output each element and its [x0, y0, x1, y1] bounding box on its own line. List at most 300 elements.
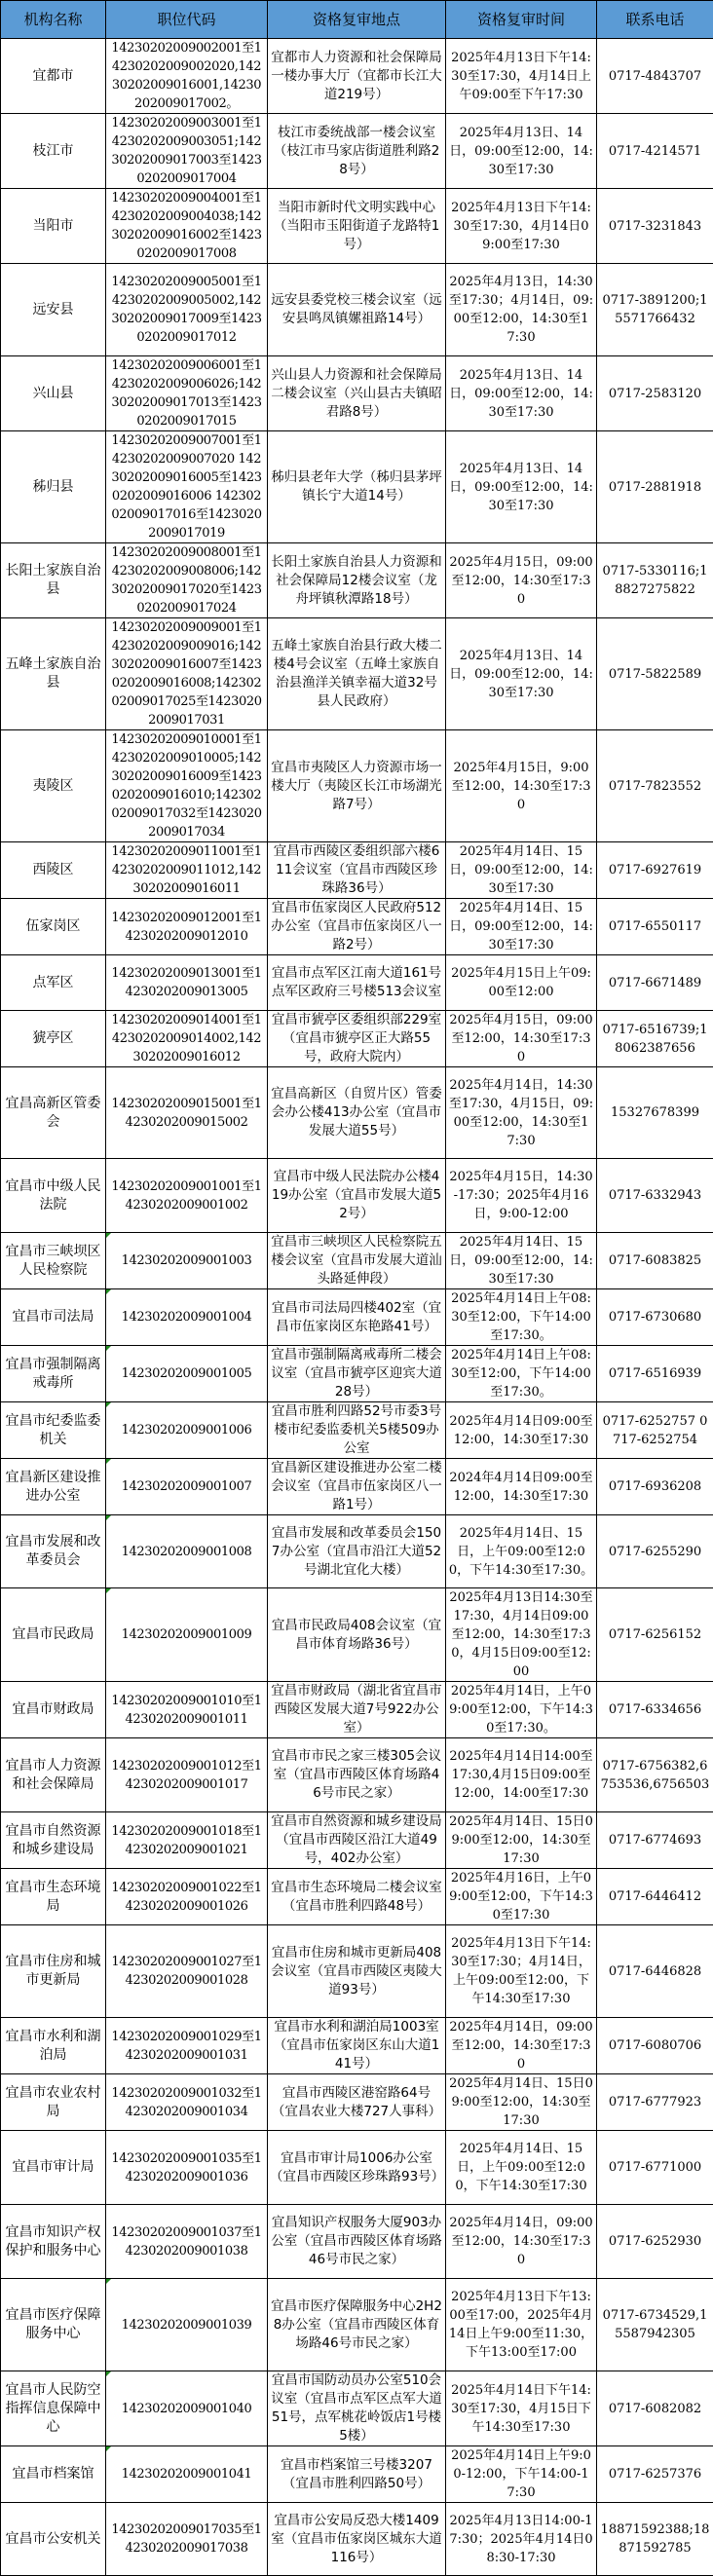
review-location-cell	[268, 264, 446, 356]
review-time-cell	[446, 1346, 597, 1402]
review-time-cell	[446, 1738, 597, 1812]
org-name-cell	[1, 2371, 106, 2446]
review-location-cell-text: 宜昌市胜利四路52号市委3号楼市纪委监委机关5楼509办公室	[272, 1403, 441, 1456]
position-code-cell	[106, 2446, 268, 2503]
contact-phone-cell-text: 0717-4843707	[609, 69, 701, 84]
org-name-cell-text: 宜昌市住房和城市更新局	[6, 1954, 101, 1988]
contact-phone-cell	[597, 1738, 713, 1812]
contact-phone-cell-text: 0717-6771000	[609, 2160, 701, 2175]
position-code-cell-text: 14230202009001010至14230202009001011	[111, 1694, 261, 1727]
org-name-cell-text: 宜昌市民政局	[13, 1626, 94, 1642]
table-row	[1, 114, 713, 189]
position-code-cell-text: 14230202009010001至14230202009010005;14230202009016009至14230202009016010;14230202009017032至14230202009017034	[111, 732, 261, 840]
review-location-cell-text: 宜昌市猇亭区委组织部229室（宜昌市猇亭区正大路55号，政府大院内）	[272, 1012, 441, 1064]
review-time-cell	[446, 1011, 597, 1067]
contact-phone-cell-text: 0717-4214571	[609, 144, 701, 159]
review-time-cell-text: 2025年4月15日上午09:00至12:00	[451, 966, 591, 999]
contact-phone-cell-text: 0717-6334656	[609, 1702, 701, 1717]
table-row	[1, 1682, 713, 1738]
contact-phone-cell-text: 0717-6080706	[609, 2038, 701, 2053]
position-code-cell-text: 14230202009001027至14230202009001028	[111, 1955, 261, 1988]
org-name-cell-text: 五峰土家族自治县	[6, 656, 101, 691]
review-location-cell-text: 枝江市委统战部一楼会议室（枝江市马家店街道胜利路28号）	[274, 125, 440, 177]
contact-phone-cell-text: 0717-2583120	[609, 387, 701, 401]
contact-phone-cell	[597, 1011, 713, 1067]
review-time-cell	[446, 1682, 597, 1738]
position-code-cell-text: 14230202009001039	[122, 2318, 252, 2333]
review-time-cell-text: 2025年4月13日下午14:30至17:30，4月14日09:00至17:30	[451, 201, 591, 252]
review-time-cell	[446, 618, 597, 730]
review-location-cell-text: 宜昌市中级人民法院办公楼419办公室（宜昌市发展大道52号）	[272, 1169, 441, 1221]
contact-phone-cell-text: 0717-6936208	[609, 1479, 701, 1494]
review-time-cell	[446, 1459, 597, 1515]
review-location-cell	[268, 356, 446, 431]
contact-phone-cell-text: 0717-6257376	[609, 2467, 701, 2482]
org-name-cell-text: 宜都市	[33, 68, 74, 84]
error-indicator-icon	[106, 1289, 111, 1294]
error-indicator-icon	[106, 1346, 111, 1351]
review-location-cell	[268, 1233, 446, 1289]
review-time-cell-text: 2025年4月13日下午13:00至17:00，2025年4月14日上午9:00至11:30，下午13:00至17:00	[449, 2290, 593, 2360]
position-code-cell	[106, 899, 268, 955]
review-time-cell-text: 2025年4月14日上午9:00-12:00，下午14:00-17:30	[451, 2448, 591, 2500]
org-name-cell-text: 宜昌市强制隔离戒毒所	[6, 1357, 101, 1391]
review-time-cell-text: 2025年4月13日、14日，09:00至12:00，14:30至17:30	[449, 368, 593, 420]
org-name-cell	[1, 39, 106, 114]
position-code-cell	[106, 2503, 268, 2576]
position-code-cell	[106, 618, 268, 730]
review-time-cell-text: 2025年4月14日下午14:30至17:30，4月15日下午14:30至17:30	[451, 2383, 591, 2435]
table-row	[1, 2503, 713, 2576]
review-location-cell-text: 秭归县老年大学（秭归县茅坪镇长宁大道14号）	[271, 469, 442, 504]
org-name-cell-text: 兴山县	[33, 386, 74, 401]
org-name-cell	[1, 2503, 106, 2576]
org-name-cell-text: 远安县	[33, 302, 74, 317]
contact-phone-cell-text: 0717-6734529,15587942305	[603, 2308, 708, 2341]
position-code-cell	[106, 356, 268, 431]
org-name-cell-text: 猇亭区	[33, 1030, 74, 1046]
contact-phone-cell-text: 0717-6332943	[609, 1188, 701, 1203]
table-row	[1, 1459, 713, 1515]
contact-phone-cell	[597, 1233, 713, 1289]
position-code-cell-text: 14230202009002001至14230202009002020,14230202009016001,14230202009017002。	[111, 41, 261, 111]
contact-phone-cell	[597, 39, 713, 114]
position-code-cell	[106, 1289, 268, 1346]
position-code-cell-text: 14230202009001007	[122, 1479, 252, 1494]
org-name-cell	[1, 1067, 106, 1159]
org-name-cell-text: 长阳土家族自治县	[6, 563, 101, 597]
review-time-cell	[446, 189, 597, 264]
org-name-cell	[1, 1289, 106, 1346]
org-name-cell-text: 宜昌市三峡坝区人民检察院	[6, 1244, 101, 1278]
review-location-cell	[268, 730, 446, 842]
position-code-cell-text: 14230202009004001至14230202009004038;14230202009016002至14230202009017008	[111, 191, 261, 261]
org-name-cell	[1, 1459, 106, 1515]
review-location-cell	[268, 1289, 446, 1346]
position-code-cell	[106, 1067, 268, 1159]
review-time-cell	[446, 2074, 597, 2131]
review-location-cell	[268, 1159, 446, 1233]
review-location-cell	[268, 114, 446, 189]
review-location-cell-text: 宜昌市三峡坝区人民检察院五楼会议室（宜昌市发展大道汕头路延伸段）	[271, 1234, 442, 1287]
org-name-cell	[1, 356, 106, 431]
table-row	[1, 1402, 713, 1459]
review-time-cell	[446, 2279, 597, 2371]
error-indicator-icon	[106, 1459, 111, 1464]
contact-phone-cell	[597, 2131, 713, 2205]
review-location-cell-text: 宜昌市司法局四楼402室（宜昌市伍家岗区东艳路41号）	[272, 1300, 441, 1334]
org-name-cell-text: 宜昌市人力资源和社会保障局	[6, 1758, 101, 1792]
contact-phone-cell	[597, 955, 713, 1011]
position-code-cell-text: 14230202009001004	[122, 1310, 252, 1325]
review-time-cell-text: 2025年4月14日09:00至12:00，14:30至17:30	[449, 1414, 592, 1447]
review-location-cell	[268, 899, 446, 955]
position-code-cell-text: 14230202009001003	[122, 1253, 252, 1268]
position-code-cell	[106, 1346, 268, 1402]
review-time-cell-text: 2025年4月14日，上午09:00至12:00，下午14:30至17:30。	[449, 1684, 593, 1736]
review-time-cell	[446, 114, 597, 189]
contact-phone-cell-text: 0717-6516939	[609, 1366, 701, 1381]
position-code-cell-text: 14230202009013001至14230202009013005	[111, 966, 261, 999]
position-code-cell	[106, 543, 268, 618]
review-location-cell-text: 宜昌市审计局1006办公室（宜昌市西陵区珍珠路93号）	[270, 2150, 444, 2184]
error-indicator-icon	[106, 2371, 111, 2376]
org-name-cell-text: 宜昌高新区管委会	[6, 1096, 101, 1130]
review-location-cell	[268, 2446, 446, 2503]
contact-phone-cell	[597, 2018, 713, 2074]
contact-phone-cell	[597, 1402, 713, 1459]
contact-phone-cell	[597, 189, 713, 264]
review-time-cell-text: 2025年4月14日、15日，上午09:00至12:00，下午14:30至17:30。	[449, 1526, 593, 1578]
review-location-cell-text: 长阳土家族自治县人力资源和社会保障局12楼会议室（龙舟坪镇秋潭路18号）	[271, 554, 442, 607]
contact-phone-cell	[597, 264, 713, 356]
contact-phone-cell-text: 0717-6730680	[609, 1310, 701, 1325]
org-name-cell	[1, 2074, 106, 2131]
review-time-cell-text: 2025年4月15日，09:00至12:00，14:30至17:30	[449, 555, 592, 607]
review-location-cell	[268, 1812, 446, 1869]
org-name-cell-text: 宜昌新区建设推进办公室	[6, 1470, 101, 1504]
position-code-cell-text: 14230202009006001至14230202009006026;14230202009017013至14230202009017015	[111, 358, 261, 429]
org-name-cell	[1, 899, 106, 955]
contact-phone-cell-text: 0717-6756382,6753536,6756503	[601, 1759, 710, 1792]
org-name-cell	[1, 1869, 106, 1925]
org-name-cell-text: 宜昌市司法局	[13, 1309, 94, 1325]
review-location-cell-text: 宜昌市公安局反恐大楼1409室（宜昌市伍家岗区城东大道116号）	[271, 2513, 442, 2565]
contact-phone-cell	[597, 730, 713, 842]
org-name-cell	[1, 1738, 106, 1812]
org-name-cell	[1, 431, 106, 543]
position-code-cell-text: 14230202009001041	[122, 2467, 252, 2482]
review-location-cell-text: 宜昌市西陵区委组织部六楼611会议室（宜昌市西陵区珍珠路36号）	[274, 843, 440, 896]
table-row	[1, 2074, 713, 2131]
position-code-cell-text: 14230202009012001至14230202009012010	[111, 911, 261, 944]
review-location-cell-text: 远安县委党校三楼会议室（远安县鸣凤镇嫘祖路14号）	[271, 292, 442, 326]
review-location-cell-text: 当阳市新时代文明实践中心（当阳市玉阳街道子龙路特1号）	[274, 200, 440, 252]
review-time-cell	[446, 2446, 597, 2503]
review-time-cell-text: 2025年4月14日、15日，09:00至12:00，14:30至17:30	[449, 1235, 593, 1287]
table-row	[1, 618, 713, 730]
review-location-cell-text: 宜昌市财政局（湖北省宜昌市西陵区发展大道7号922办公室）	[271, 1683, 442, 1736]
review-location-cell	[268, 1588, 446, 1682]
review-location-cell	[268, 842, 446, 899]
error-indicator-icon	[106, 1588, 111, 1593]
review-location-cell-text: 宜昌市自然资源和城乡建设局（宜昌市西陵区沿江大道49号，402办公室）	[271, 1813, 442, 1866]
contact-phone-cell	[597, 2371, 713, 2446]
org-name-cell	[1, 1233, 106, 1289]
review-location-cell-text: 宜昌高新区（自贸片区）管委会办公楼413办公室（宜昌市发展大道55号）	[271, 1086, 442, 1139]
review-time-cell	[446, 730, 597, 842]
table-row	[1, 1346, 713, 1402]
table-row	[1, 2446, 713, 2503]
position-code-cell	[106, 730, 268, 842]
org-name-cell-text: 夷陵区	[33, 778, 74, 794]
org-name-cell-text: 宜昌市生态环境局	[6, 1880, 101, 1914]
review-time-cell-text: 2025年4月16日，上午09:00至12:00，下午14:30至17:30	[449, 1871, 593, 1923]
contact-phone-cell	[597, 842, 713, 899]
review-time-cell	[446, 1515, 597, 1588]
contact-phone-cell	[597, 2074, 713, 2131]
org-name-cell-text: 宜昌市财政局	[13, 1701, 94, 1717]
position-code-cell	[106, 1233, 268, 1289]
org-name-cell-text: 枝江市	[33, 143, 74, 159]
table-row	[1, 39, 713, 114]
review-time-cell	[446, 2131, 597, 2205]
contact-phone-cell-text: 0717-6774693	[609, 1833, 701, 1848]
contact-phone-cell-text: 0717-3891200;15571766432	[602, 293, 707, 326]
review-location-cell	[268, 2205, 446, 2279]
review-location-cell-text: 宜昌市强制隔离戒毒所二楼会议室（宜昌市猇亭区迎宾大道28号）	[271, 1347, 442, 1400]
review-time-cell	[446, 2205, 597, 2279]
table-row	[1, 1925, 713, 2018]
contact-phone-cell-text: 0717-6446828	[609, 1964, 701, 1979]
position-code-cell-text: 14230202009001012至14230202009001017	[111, 1759, 261, 1792]
table-row	[1, 1869, 713, 1925]
review-time-cell	[446, 39, 597, 114]
contact-phone-cell	[597, 1159, 713, 1233]
header-org-name: 机构名称	[1, 1, 106, 39]
position-code-cell	[106, 1738, 268, 1812]
review-location-cell	[268, 1346, 446, 1402]
table-row	[1, 356, 713, 431]
contact-phone-cell-text: 15327678399	[611, 1105, 699, 1120]
review-location-cell	[268, 1011, 446, 1067]
position-code-cell-text: 14230202009001032至14230202009001034	[111, 2086, 261, 2119]
org-name-cell	[1, 2446, 106, 2503]
review-time-cell-text: 2025年4月15日，14:30-17:30；2025年4月16日，9:00-12:00	[449, 1170, 592, 1221]
review-time-cell	[446, 356, 597, 431]
contact-phone-cell	[597, 899, 713, 955]
org-name-cell	[1, 1402, 106, 1459]
table-row	[1, 1515, 713, 1588]
position-code-cell	[106, 1682, 268, 1738]
org-name-cell	[1, 2205, 106, 2279]
contact-phone-cell	[597, 1459, 713, 1515]
review-location-cell-text: 宜昌市发展和改革委员会1507办公室（宜昌市沿江大道52号湖北宜化大楼）	[272, 1525, 441, 1578]
org-name-cell	[1, 1588, 106, 1682]
review-location-cell	[268, 1869, 446, 1925]
contact-phone-cell	[597, 2446, 713, 2503]
review-time-cell-text: 2025年4月13日14:30至17:30，4月14日09:00至12:00，14:30至17:30，4月15日09:00至12:00	[449, 1590, 592, 1679]
review-time-cell-text: 2025年4月14日、15日，09:00至12:00，14:30至17:30	[449, 901, 593, 952]
review-time-cell-text: 2025年4月13日、14日，09:00至12:00，14:30至17:30	[449, 649, 593, 700]
review-location-cell	[268, 1067, 446, 1159]
review-time-cell-text: 2025年4月14日、15日，上午09:00至12:00，下午14:30至17:30	[455, 2142, 586, 2193]
review-location-cell	[268, 39, 446, 114]
review-time-cell	[446, 899, 597, 955]
contact-phone-cell	[597, 1515, 713, 1588]
table-row	[1, 1289, 713, 1346]
table-row	[1, 1738, 713, 1812]
org-name-cell	[1, 2131, 106, 2205]
table-row	[1, 1588, 713, 1682]
review-time-cell	[446, 1812, 597, 1869]
review-time-cell	[446, 1925, 597, 2018]
table-row	[1, 2131, 713, 2205]
org-name-cell-text: 伍家岗区	[26, 918, 81, 934]
contact-phone-cell-text: 0717-2881918	[609, 480, 701, 495]
review-location-cell-text: 五峰土家族自治县行政大楼二楼4号会议室（五峰土家族自治县渔洋关镇幸福大道32号县人民政府）	[271, 638, 442, 709]
contact-phone-cell	[597, 2205, 713, 2279]
contact-phone-cell	[597, 1682, 713, 1738]
review-location-cell-text: 宜昌市民政局408会议室（宜昌市体育场路36号）	[272, 1618, 441, 1652]
review-time-cell-text: 2025年4月15日，09:00至12:00，14:30至17:30	[449, 1013, 592, 1064]
contact-phone-cell-text: 0717-6252757 0717-6252754	[603, 1414, 708, 1447]
org-name-cell-text: 宜昌市知识产权保护和服务中心	[6, 2224, 101, 2259]
table-row	[1, 1812, 713, 1869]
review-time-cell-text: 2025年4月14日上午08:30至12:00，下午14:00至17:30。	[451, 1348, 591, 1400]
contact-phone-cell	[597, 1812, 713, 1869]
review-time-cell-text: 2025年4月14日、15日09:00至12:00，14:30至17:30	[449, 2076, 593, 2128]
position-code-cell	[106, 39, 268, 114]
contact-phone-cell-text: 0717-6927619	[609, 863, 701, 877]
review-location-cell	[268, 2131, 446, 2205]
review-time-cell-text: 2025年4月13日下午14:30至17:30；4月14日，上午09:00至12:00，下午14:30至17:30	[451, 1936, 591, 2006]
review-location-cell	[268, 1738, 446, 1812]
review-location-cell-text: 宜昌市医疗保障服务中心2H28办公室（宜昌市西陵区体育场路46号市民之家）	[271, 2298, 442, 2351]
org-name-cell-text: 宜昌市中级人民法院	[6, 1178, 101, 1213]
position-code-cell	[106, 2131, 268, 2205]
position-code-cell-text: 14230202009001009	[122, 1627, 252, 1642]
contact-phone-cell-text: 0717-6082082	[609, 2402, 701, 2416]
org-name-cell-text: 宜昌市发展和改革委员会	[6, 1534, 101, 1568]
contact-phone-cell	[597, 2279, 713, 2371]
review-time-cell-text: 2025年4月14日14:00至17:30,4月15日09:00至12:00，14:00至17:30	[449, 1749, 592, 1801]
position-code-cell-text: 14230202009001037至14230202009001038	[111, 2225, 261, 2259]
org-name-cell	[1, 955, 106, 1011]
contact-phone-cell-text: 0717-6252930	[609, 2234, 701, 2249]
contact-phone-cell-text: 0717-6550117	[609, 919, 701, 934]
contact-phone-cell	[597, 618, 713, 730]
position-code-cell-text: 14230202009001008	[122, 1545, 252, 1559]
position-code-cell-text: 14230202009007001至14230202009007020 14230202009016005至14230202009016006 14230202009017016至14230202009017019	[111, 433, 261, 541]
review-time-cell-text: 2024年4月14日09:00至12:00，14:30至17:30	[449, 1471, 592, 1504]
contact-phone-cell-text: 0717-5822589	[609, 667, 701, 682]
review-time-cell-text: 2025年4月13日、14日，09:00至12:00，14:30至17:30	[449, 462, 593, 513]
position-code-cell	[106, 1402, 268, 1459]
review-location-cell-text: 宜昌市住房和城市更新局408会议室（宜昌市西陵区夷陵大道93号）	[271, 1945, 442, 1997]
position-code-cell	[106, 1588, 268, 1682]
review-location-cell-text: 宜都市人力资源和社会保障局一楼办事大厅（宜都市长江大道219号）	[271, 50, 442, 102]
contact-phone-cell-text: 0717-7823552	[609, 779, 701, 794]
org-name-cell	[1, 264, 106, 356]
review-time-cell	[446, 2503, 597, 2576]
review-location-cell-text: 宜昌市西陵区港窑路64号（宜昌农业大楼727人事科）	[272, 2085, 441, 2119]
review-time-cell	[446, 1067, 597, 1159]
table-row	[1, 189, 713, 264]
error-indicator-icon	[106, 2446, 111, 2451]
contact-phone-cell	[597, 431, 713, 543]
review-time-cell-text: 2025年4月14日，09:00至12:00，14:30至17:30	[449, 2020, 592, 2072]
org-name-cell-text: 宜昌市纪委监委机关	[6, 1413, 101, 1447]
table-row	[1, 2205, 713, 2279]
review-time-cell-text: 2025年4月14日上午08:30至12:00，下午14:00至17:30。	[451, 1291, 591, 1343]
review-time-cell-text: 2025年4月14日、15日09:00至12:00，14:30至17:30	[449, 1814, 593, 1866]
contact-phone-cell-text: 0717-5330116;18827275822	[602, 564, 707, 597]
header-review-time: 资格复审时间	[446, 1, 597, 39]
position-code-cell	[106, 431, 268, 543]
position-code-cell	[106, 2279, 268, 2371]
review-time-cell	[446, 1289, 597, 1346]
table-row	[1, 2018, 713, 2074]
table-row	[1, 2371, 713, 2446]
table-row	[1, 264, 713, 356]
org-name-cell-text: 宜昌市公安机关	[6, 2531, 101, 2547]
review-time-cell-text: 2025年4月14日、15日，09:00至12:00，14:30至17:30	[449, 844, 593, 896]
review-time-cell	[446, 1402, 597, 1459]
table-row	[1, 1067, 713, 1159]
review-location-cell-text: 宜昌市生态环境局二楼会议室（宜昌市胜利四路48号）	[271, 1880, 442, 1914]
error-indicator-icon	[106, 1515, 111, 1520]
contact-phone-cell-text: 0717-6256152	[609, 1627, 701, 1642]
contact-phone-cell	[597, 543, 713, 618]
review-location-cell	[268, 955, 446, 1011]
review-location-cell	[268, 1682, 446, 1738]
org-name-cell	[1, 189, 106, 264]
table-row	[1, 543, 713, 618]
review-time-cell	[446, 1159, 597, 1233]
review-location-cell	[268, 543, 446, 618]
review-location-cell-text: 宜昌市水利和湖泊局1003室（宜昌市伍家岗区东山大道141号）	[274, 2019, 440, 2072]
position-code-cell-text: 14230202009001006	[122, 1423, 252, 1437]
contact-phone-cell	[597, 1346, 713, 1402]
contact-phone-cell-text: 18871592388;18871592785	[601, 2522, 710, 2556]
contact-phone-cell-text: 0717-6516739;18062387656	[602, 1023, 707, 1056]
review-location-cell-text: 兴山县人力资源和社会保障局二楼会议室（兴山县古夫镇昭君路8号）	[271, 367, 442, 420]
review-location-cell-text: 宜昌新区建设推进办公室二楼会议室（宜昌市伍家岗区八一路1号）	[271, 1460, 442, 1512]
table-row	[1, 955, 713, 1011]
position-code-cell-text: 14230202009001029至14230202009001031	[111, 2030, 261, 2063]
table-row	[1, 730, 713, 842]
position-code-cell	[106, 2371, 268, 2446]
position-code-cell-text: 14230202009001005	[122, 1366, 252, 1381]
position-code-cell	[106, 2205, 268, 2279]
table-row	[1, 899, 713, 955]
review-location-cell	[268, 1925, 446, 2018]
review-location-cell-text: 宜昌知识产权服务大厦903办公室（宜昌市西陵区体育场路46号市民之家）	[271, 2215, 442, 2267]
position-code-cell-text: 14230202009001022至14230202009001026	[111, 1881, 261, 1914]
position-code-cell-text: 14230202009015001至14230202009015002	[111, 1097, 261, 1130]
position-code-cell	[106, 264, 268, 356]
contact-phone-cell-text: 0717-6777923	[609, 2095, 701, 2109]
review-location-cell-text: 宜昌市伍家岗区人民政府512办公室（宜昌市伍家岗区八一路2号）	[271, 900, 442, 952]
review-location-cell-text: 宜昌市档案馆三号楼3207（宜昌市胜利四路50号）	[281, 2457, 432, 2491]
review-time-cell-text: 2025年4月13日，14:30至17:30；4月14日，09:00至12:00，14:30至17:30	[449, 275, 593, 345]
org-name-cell	[1, 730, 106, 842]
org-name-cell	[1, 842, 106, 899]
review-time-cell	[446, 2018, 597, 2074]
position-code-cell	[106, 2074, 268, 2131]
position-code-cell	[106, 1011, 268, 1067]
